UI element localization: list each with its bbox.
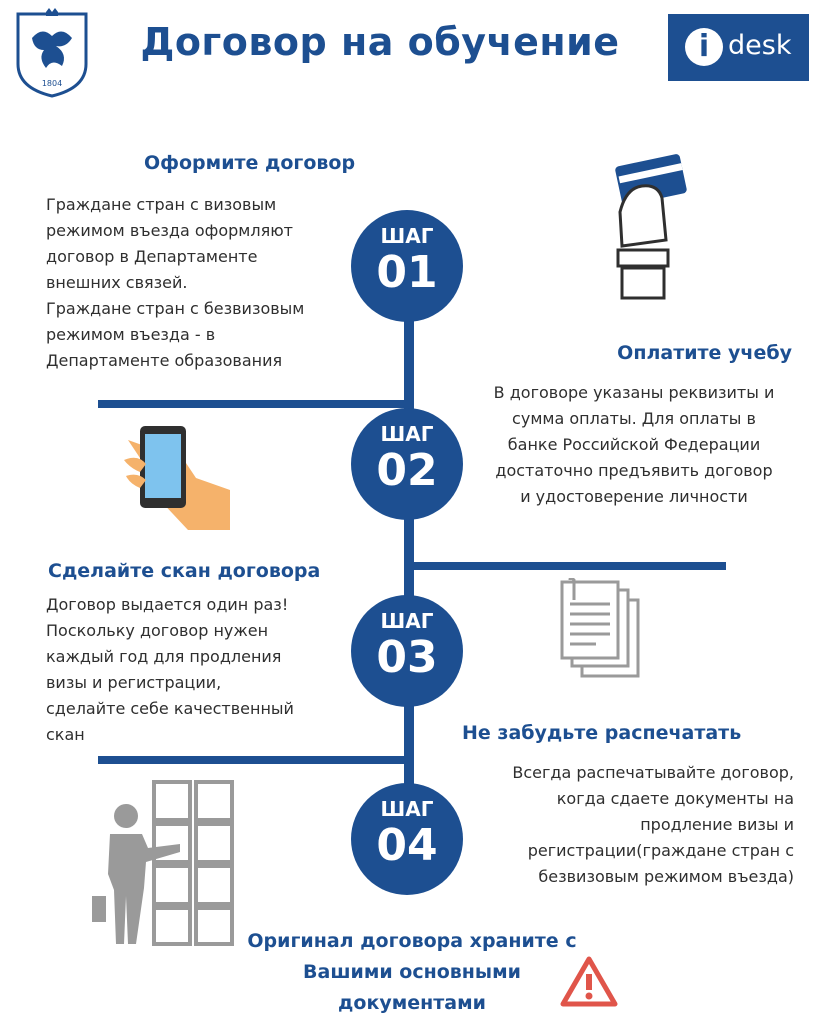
step-number: 03 xyxy=(376,632,438,683)
text-line: Граждане стран с безвизовым xyxy=(46,299,305,318)
step-circle-3 xyxy=(351,595,463,707)
step-3-heading: Сделайте скан договора xyxy=(48,560,321,582)
text-line: когда сдаете документы на xyxy=(556,789,794,808)
timeline-branch-1 xyxy=(98,400,408,408)
footer-line: Вашими основными xyxy=(303,961,521,983)
footer-line: документами xyxy=(338,992,486,1014)
step-1-text xyxy=(46,192,346,374)
step-circle-1 xyxy=(351,210,463,322)
step-number: 02 xyxy=(376,445,438,496)
person-lockers-icon xyxy=(90,778,240,948)
step-label: ШАГ xyxy=(380,422,434,446)
text-line: В договоре указаны реквизиты и xyxy=(493,383,775,402)
step-3-text xyxy=(46,592,346,748)
step-2-heading: Оплатите учебу xyxy=(617,342,792,364)
step-circle-4 xyxy=(351,783,463,895)
step-1-heading: Оформите договор xyxy=(144,152,356,174)
text-line: Договор выдается один раз! xyxy=(46,595,289,614)
text-line: сумма оплаты. Для оплаты в xyxy=(512,409,756,428)
page-title: Договор на обучение xyxy=(140,20,620,64)
step-label: ШАГ xyxy=(380,224,434,248)
text-line: Департаменте образования xyxy=(46,351,283,370)
text-line: регистрации(граждане стран с xyxy=(527,841,794,860)
text-line: договор в Департаменте xyxy=(46,247,258,266)
text-line: безвизовым режимом въезда) xyxy=(538,867,794,886)
text-line: визы и регистрации, xyxy=(46,673,222,692)
step-label: ШАГ xyxy=(380,797,434,821)
text-line: банке Российской Федерации xyxy=(507,435,761,454)
step-label: ШАГ xyxy=(380,609,434,633)
university-logo xyxy=(12,8,92,100)
documents-icon xyxy=(556,578,646,680)
footer-note xyxy=(230,926,594,1019)
smartphone-hand-icon xyxy=(118,420,230,540)
step-circle-2 xyxy=(351,408,463,520)
text-line: и удостоверение личности xyxy=(520,487,748,506)
step-2-text xyxy=(470,380,798,510)
text-line: Граждане стран с визовым xyxy=(46,195,277,214)
hand-card-icon xyxy=(600,150,690,300)
warning-icon xyxy=(560,956,618,1008)
text-line: режимом въезда оформляют xyxy=(46,221,293,240)
step-number: 01 xyxy=(376,247,438,298)
step-number: 04 xyxy=(376,820,438,871)
logo-year: 1804 xyxy=(41,79,63,88)
footer-line: Оригинал договора храните с xyxy=(247,930,577,952)
text-line: скан xyxy=(46,725,85,744)
idesk-logo xyxy=(668,14,809,81)
text-line: каждый год для продления xyxy=(46,647,282,666)
idesk-word: desk xyxy=(728,30,792,61)
idesk-i-icon: i xyxy=(685,28,723,66)
step-4-heading: Не забудьте распечатать xyxy=(462,722,742,744)
text-line: режимом въезда - в xyxy=(46,325,216,344)
timeline-branch-3 xyxy=(98,756,408,764)
text-line: достаточно предъявить договор xyxy=(495,461,773,480)
timeline-branch-2 xyxy=(408,562,726,570)
step-4-text xyxy=(470,760,794,890)
text-line: Поскольку договор нужен xyxy=(46,621,269,640)
text-line: внешних связей. xyxy=(46,273,188,292)
text-line: Всегда распечатывайте договор, xyxy=(512,763,794,782)
text-line: сделайте себе качественный xyxy=(46,699,294,718)
text-line: продление визы и xyxy=(640,815,794,834)
